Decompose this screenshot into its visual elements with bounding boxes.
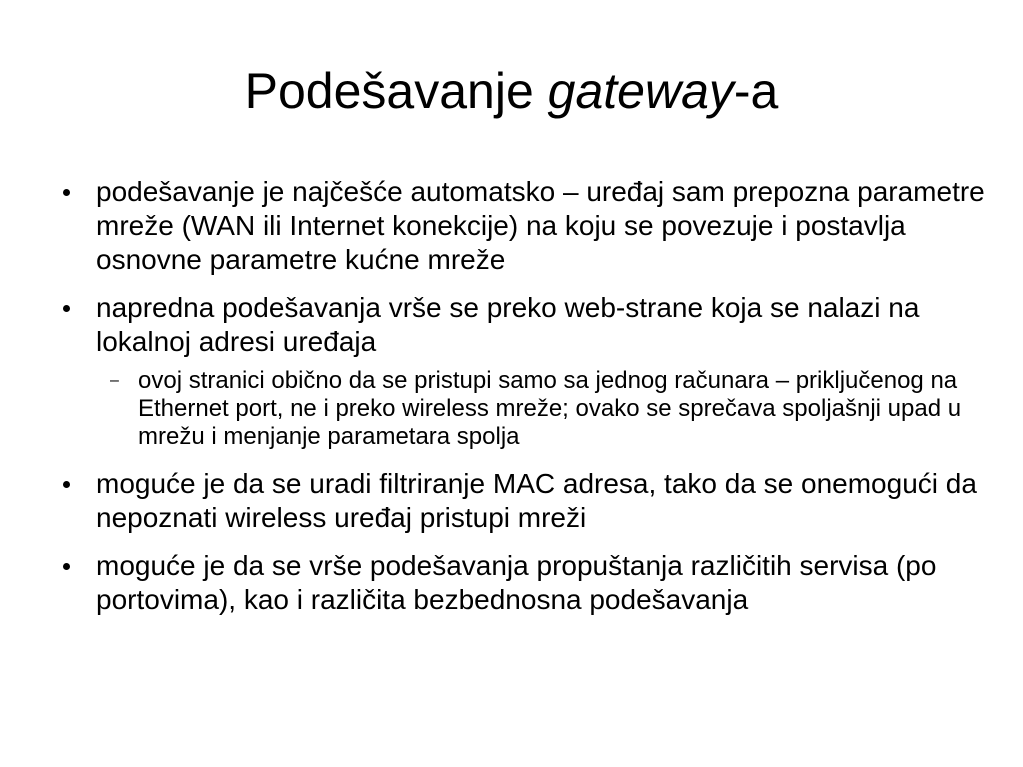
sub-bullet-text: ovoj stranici obično da se pristupi samo sa jednog računara – priključenog na Ethernet port, ne i preko wireless mreže; ovako se sprečava spoljašnji upad u mrežu i menjanje parametara spolja bbox=[138, 367, 962, 450]
bullet-text: moguće je da se uradi filtriranje MAC adresa, tako da se onemogući da nepoznati wireless uređaj pristupi mreži bbox=[96, 468, 977, 533]
bullet-item bbox=[58, 467, 1018, 535]
bullet-item bbox=[58, 549, 1018, 617]
title-prefix: Podešavanje bbox=[244, 63, 548, 119]
bullet-dot-icon bbox=[63, 305, 70, 312]
title-italic-word: gateway bbox=[547, 63, 734, 119]
bullet-text: podešavanje je najčešće automatsko – uređaj sam prepozna parametre mreže (WAN ili Internet konekcije) na koju se povezuje i postavlja osnovne parametre kućne mreže bbox=[96, 176, 985, 275]
slide-title bbox=[0, 60, 1023, 122]
slide-content bbox=[58, 175, 1018, 631]
bullet-dot-icon bbox=[63, 189, 70, 196]
dash-icon: – bbox=[110, 372, 119, 389]
sub-bullet-item bbox=[58, 367, 1018, 451]
bullet-item bbox=[58, 175, 1018, 277]
bullet-text: napredna podešavanja vrše se preko web-strane koja se nalazi na lokalnoj adresi uređaja bbox=[96, 292, 920, 357]
bullet-text: moguće je da se vrše podešavanja propuštanja različitih servisa (po portovima), kao i različita bezbednosna podešavanja bbox=[96, 550, 937, 615]
bullet-dot-icon bbox=[63, 481, 70, 488]
title-suffix: -a bbox=[733, 63, 779, 119]
bullet-dot-icon bbox=[63, 563, 70, 570]
bullet-item bbox=[58, 291, 1018, 359]
